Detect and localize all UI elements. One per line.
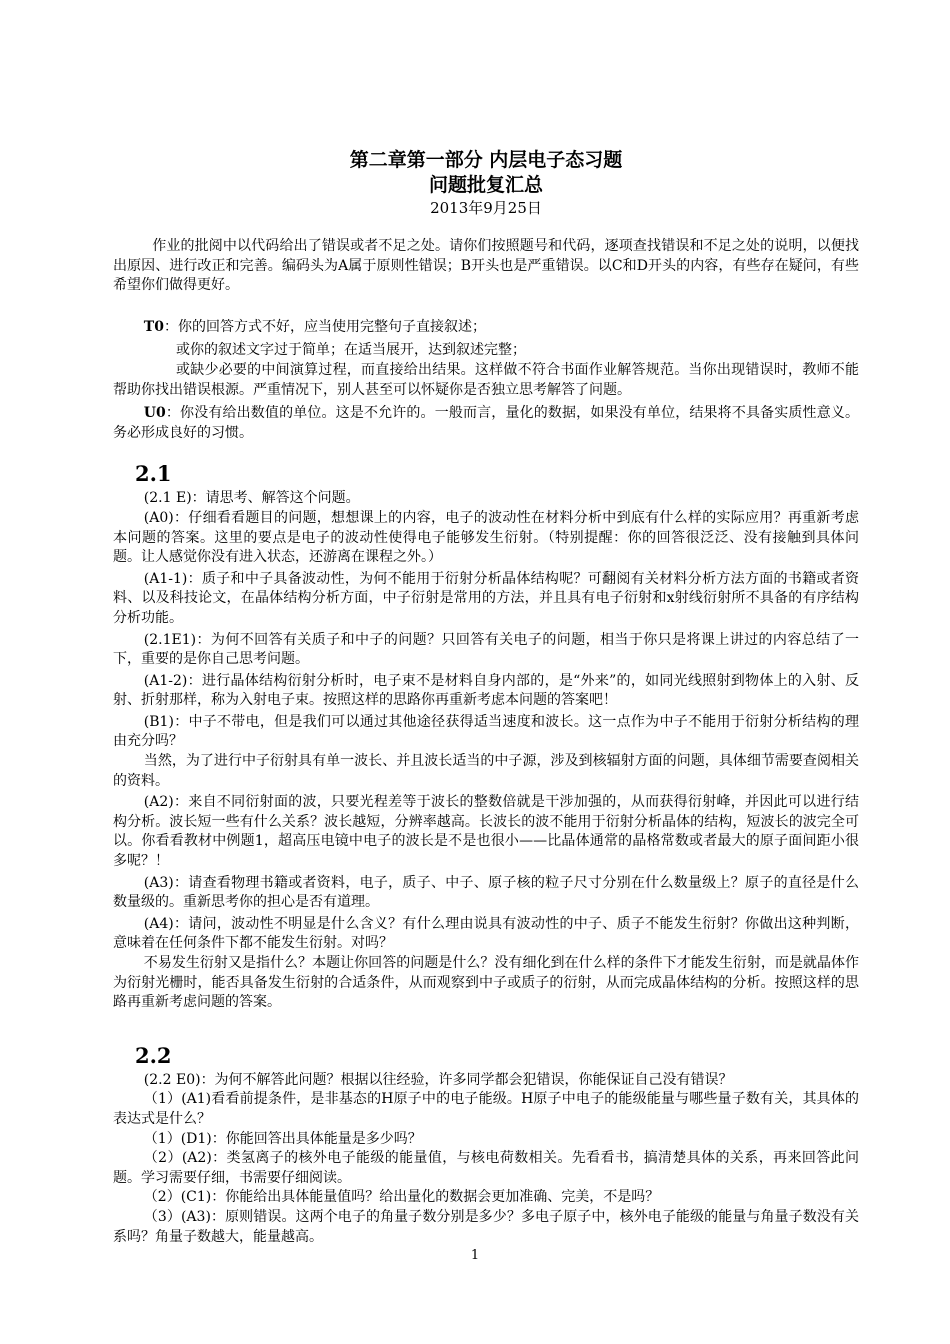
paragraph: (A1-2)：进行晶体结构衍射分析时，电子束不是材料自身内部的，是“外来”的，如同光线照射到物体上的入射、反射、折射那样，称为入射电子束。按照这样的思路你再重新考虑本问题的答案吧！ xyxy=(113,672,859,709)
note-u0-text: ：你没有给出数值的单位。这是不允许的。一般而言，量化的数据，如果没有单位，结果将不具备实质性意义。务必形成良好的习惯。 xyxy=(113,405,859,441)
paragraph: (A1-1)：质子和中子具备波动性，为何不能用于衍射分析晶体结构呢？可翻阅有关材料分析方法方面的书籍或者资料、以及科技论文，在晶体结构分析方面，中子衍射是常用的方法，并且具有电子衍射和x射线衍射所不具备的有序结构分析功能。 xyxy=(113,570,859,626)
note-u0-label: U0 xyxy=(143,405,166,422)
intro-paragraph: 作业的批阅中以代码给出了错误或者不足之处。请你们按照题号和代码，逐项查找错误和不足之处的说明，以便找出原因、进行改正和完善。编码头为A属于原则性错误；B开头也是严重错误。以C和D开头的内容，有些存在疑问，有些希望你们做得更好。 xyxy=(113,238,859,294)
note-t0-line1: ：你的回答方式不好，应当使用完整句子直接叙述； xyxy=(163,318,486,335)
paragraph: (A4)：请问，波动性不明显是什么含义？有什么理由说具有波动性的中子、质子不能发生衍射？你做出这种判断，意味着在任何条件下都不能发生衍射。对吗？ xyxy=(113,915,859,952)
paragraph: （1）(A1)看看前提条件，是非基态的H原子中的电子能级。H原子中电子的能级能量与哪些量子数有关，其具体的表达式是什么？ xyxy=(113,1091,859,1127)
paragraph: (2.2 E0)：为何不解答此问题？根据以往经验，许多同学都会犯错误，你能保证自己没有错误？ xyxy=(143,1071,733,1088)
note-t0 xyxy=(113,318,859,338)
paragraph: (A3)：请查看物理书籍或者资料，电子，质子、中子、原子核的粒子尺寸分别在什么数量级上？原子的直径是什么数量级的。重新思考你的担心是否有道理。 xyxy=(113,874,859,911)
paragraph: (A0)：仔细看看题目的问题，想想课上的内容，电子的波动性在材料分析中到底有什么样的实际应用？再重新考虑本问题的答案。这里的要点是电子的波动性使得电子能够发生衍射。（特别提醒：你的回答很泛泛、没有接触到具体问题。让人感觉你没有进入状态，还游离在课程之外。） xyxy=(113,509,859,566)
paragraph: 不易发生衍射又是指什么？本题让你回答的问题是什么？没有细化到在什么样的条件下才能发生衍射，而是就晶体作为衍射光栅时，能否具备发生衍射的合适条件，从而观察到中子或质子的衍射，从而完成晶体结构的分析。按照这样的思路再重新考虑问题的答案。 xyxy=(113,955,859,1011)
paragraph: 当然，为了进行中子衍射具有单一波长、并且波长适当的中子源，涉及到核辐射方面的问题，具体细节需要查阅相关的资料。 xyxy=(113,753,859,789)
paragraph: （2）(C1)：你能给出具体能量值吗？给出量化的数据会更加准确、完美，不是吗？ xyxy=(143,1189,660,1206)
document-body xyxy=(113,148,859,1247)
paragraph: (2.1E1)：为何不回答有关质子和中子的问题？只回答有关电子的问题，相当于你只是将课上讲过的内容总结了一下，重要的是你自己思考问题。 xyxy=(113,631,859,668)
paragraph: （1）(D1)：你能回答出具体能量是多少吗？ xyxy=(143,1130,422,1147)
document-title: 第二章第一部分 内层电子态习题 xyxy=(349,149,623,171)
paragraph: (2.1 E)：请思考、解答这个问题。 xyxy=(143,490,360,507)
section-heading-2-1: 2.1 xyxy=(135,461,172,487)
section-heading-2-2: 2.2 xyxy=(135,1042,172,1068)
paragraph: (B1)：中子不带电，但是我们可以通过其他途径获得适当速度和波长。这一点作为中子不能用于衍射分析结构的理由充分吗？ xyxy=(113,713,859,750)
paragraph: （3）(A3)：原则错误。这两个电子的角量子数分别是多少？多电子原子中，核外电子能级的能量与角量子数没有关系吗？角量子数越大，能量越高。 xyxy=(113,1208,859,1245)
note-t0-line2: 或你的叙述文字过于简单；在适当展开，达到叙述完整； xyxy=(176,342,526,359)
note-t0-label: T0 xyxy=(143,318,164,335)
document-date: 2013年9月25日 xyxy=(430,199,542,217)
note-u0 xyxy=(113,404,859,443)
paragraph: (A2)：来自不同衍射面的波，只要光程差等于波长的整数倍就是干涉加强的，从而获得衍射峰，并因此可以进行结构分析。波长短一些有什么关系？波长越短，分辨率越高。长波长的波不能用于衍射分析晶体的结构，短波长的波完全可以。你看看教材中例题1，超高压电镜中电子的波长是不是也很小——比晶体通常的晶格常数或者最大的原子面间距小很多呢？！ xyxy=(113,794,859,870)
document-subtitle: 问题批复汇总 xyxy=(428,174,543,196)
page-number: 1 xyxy=(470,1248,480,1263)
note-t0-line3: 或缺少必要的中间演算过程，而直接给出结果。这样做不符合书面作业解答规范。当你出现错误时，教师不能帮助你找出错误根源。严重情况下，别人甚至可以怀疑你是否独立思考解答了问题。 xyxy=(113,361,859,398)
paragraph: （2）(A2)：类氢离子的核外电子能级的能量值，与核电荷数相关。先看看书，搞清楚具体的关系，再来回答此问题。学习需要仔细，书需要仔细阅读。 xyxy=(113,1150,859,1186)
